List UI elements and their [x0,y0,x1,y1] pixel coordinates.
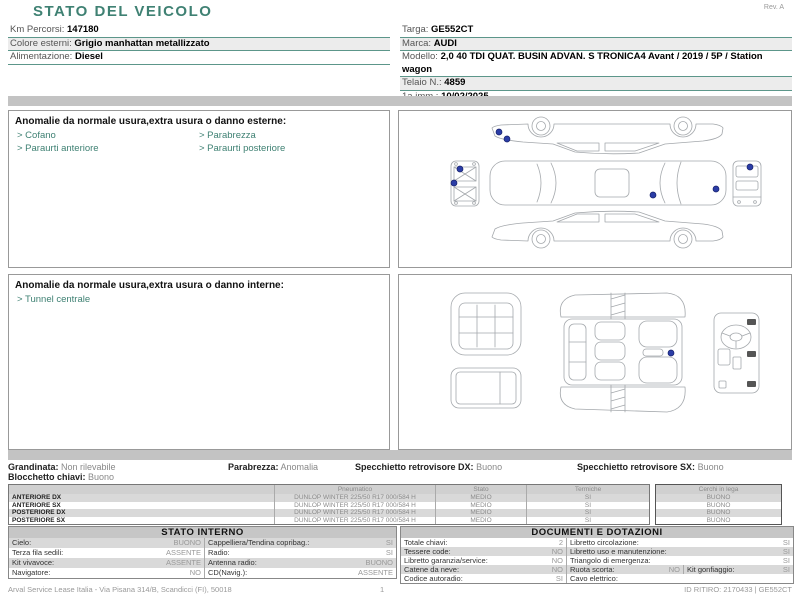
field-value: NO [668,565,680,574]
field-value: SI [782,565,790,574]
tyre-table [8,484,650,525]
info-value: 2,0 40 TDI QUAT. BUSIN ADVAN. S TRONICA4 Avant / 2019 / 5P / Station wagon [402,51,763,75]
interior-anomalies-list [9,293,389,306]
info-row-modello [400,51,792,77]
cerchi-value: BUONO [706,516,731,524]
field-label: Cielo: [12,538,32,547]
damage-dot [650,192,656,198]
tyre-row [9,494,649,502]
stato-interno-row [9,558,396,568]
tyre-row [9,502,649,510]
summary-label: Specchietto retrovisore DX: [355,462,474,472]
exterior-anomalies-panel [8,110,390,268]
vehicle-info-left [8,24,390,65]
field-value: 2 [558,538,563,547]
stato-interno-row [9,568,396,578]
info-label: Marca: [402,37,432,49]
footer-page-number: 1 [380,585,385,594]
field-label: CD(Navig.): [208,568,248,577]
damage-dot [451,180,457,186]
revision-label: Rev. A [763,4,784,11]
exterior-anomalies-list [9,129,389,155]
info-label: Colore esterni: [10,37,72,49]
field-label: Kit gonfiaggio: [687,565,735,574]
documenti-row [401,547,793,556]
page-title: STATO DEL VEICOLO [33,3,213,20]
anomaly-item: > Tunnel centrale [17,294,91,305]
field-label: Codice autoradio: [404,574,463,583]
damage-dot [713,186,719,192]
section-divider-bar [8,450,792,460]
field-value [786,574,790,583]
summary-label: Grandinata: [8,462,59,472]
field-value: SI [782,538,790,547]
cerchi-row [656,494,781,502]
info-label: Telaio N.: [402,77,442,88]
stato-interno-section [8,526,397,579]
tyre-description: DUNLOP WINTER 225/50 R17 000/584 H [275,494,436,502]
tyre-header-pneumatico: Pneumatico [275,485,436,494]
documenti-row [401,574,793,583]
tyre-description: DUNLOP WINTER 225/50 R17 000/584 H [275,517,436,525]
tyre-table-header [9,485,649,494]
field-value: SI [782,556,790,565]
field-value: NO [551,565,563,574]
summary-value: Buono [88,472,115,482]
summary-value: Non rilevabile [61,462,116,472]
field-label: Catene da neve: [404,565,460,574]
car-exterior-views-icon [399,111,789,265]
anomaly-item: > Paraurti posteriore [199,143,286,154]
stato-interno-row [9,548,396,558]
tyre-row [9,509,649,517]
cerchi-row [656,517,781,525]
tyre-termiche: SI [584,516,592,524]
anomaly-item: > Parabrezza [199,130,256,141]
footer-pickup-id: ID RITIRO: 2170433 | GE552CT [684,585,792,594]
info-value: AUDI [433,37,457,49]
info-value: GE552CT [431,24,474,35]
field-label: Totale chiavi: [404,538,448,547]
stato-interno-title: STATO INTERNO [9,527,396,538]
field-value: SI [555,574,563,583]
summary-grandinata [8,462,116,472]
field-value: BUONO [365,558,393,567]
summary-value: Buono [697,462,724,472]
tyre-stato: MEDIO [436,517,527,525]
summary-label: Parabrezza: [228,462,279,472]
info-label: Km Percorsi: [10,24,65,35]
documenti-row [401,556,793,565]
cerchi-row [656,502,781,510]
info-label: Modello: [402,51,438,62]
field-value: NO [189,568,201,577]
field-label: Radio: [208,548,230,557]
damage-dot [668,350,674,356]
field-label: Tessere code: [404,547,451,556]
info-value: 4859 [444,77,466,88]
damage-dot [504,136,510,142]
info-row-km [8,24,390,38]
tyre-position: ANTERIORE SX [9,502,275,510]
anomaly-item: > Paraurti anteriore [17,143,99,154]
field-value: SI [782,547,790,556]
tyre-description: DUNLOP WINTER 225/50 R17 000/584 H [275,509,436,517]
alloy-wheels-table [655,484,782,525]
cerchi-value: BUONO [706,494,731,501]
summary-blocchetto-chiavi [8,472,114,482]
info-value: Grigio manhattan metallizzato [74,37,210,49]
field-value: ASSENTE [165,558,201,567]
tyre-position: POSTERIORE SX [9,517,275,525]
tyre-stato: MEDIO [436,494,527,502]
vehicle-info-right [400,24,792,104]
field-label: Cavo elettrico: [570,574,618,583]
cerchi-row [656,509,781,517]
field-label: Ruota scorta: [570,565,615,574]
summary-label: Blocchetto chiavi: [8,472,86,482]
tyre-termiche: SI [584,501,592,509]
info-value: 147180 [67,24,99,35]
info-label: Targa: [402,24,429,35]
info-label: Alimentazione: [10,51,73,62]
info-value: Diesel [74,51,103,62]
tyre-header-stato: Stato [436,485,527,494]
footer-company: Arval Service Lease Italia - Via Pisana 314/B, Scandicci (FI), 50018 [8,585,232,594]
tyre-termiche: SI [584,509,592,516]
exterior-anomalies-heading: Anomalie da normale usura,extra usura o danno esterne: [15,116,287,127]
info-row-telaio [400,77,792,91]
interior-damage-diagram [398,274,792,450]
cerchi-value: BUONO [706,501,731,509]
info-row-colore [8,38,390,52]
stato-interno-row [9,538,396,548]
tyre-position: ANTERIORE DX [9,494,275,502]
cerchi-value: BUONO [706,509,731,516]
field-label: Triangolo di emergenza: [570,556,651,565]
field-label: Navigatore: [12,568,51,577]
field-label: Libretto garanzia/service: [404,556,488,565]
info-row-targa [400,24,792,38]
documenti-dotazioni-section [400,526,794,584]
car-interior-views-icon [399,275,789,447]
interior-anomalies-panel [8,274,390,450]
damage-dot [496,129,502,135]
field-value: BUONO [173,538,201,547]
tyre-position: POSTERIORE DX [9,509,275,517]
documenti-row [401,565,793,574]
documenti-row [401,538,793,547]
summary-specchietto-sx [577,462,724,472]
tyre-description: DUNLOP WINTER 225/50 R17 000/584 H [275,502,436,510]
tyre-termiche: SI [584,494,592,501]
section-divider-bar [8,96,792,106]
summary-value: Anomalia [280,462,319,472]
damage-dot [747,164,753,170]
interior-anomalies-heading: Anomalie da normale usura,extra usura o danno interne: [15,280,284,291]
documenti-title: DOCUMENTI E DOTAZIONI [401,527,793,538]
summary-parabrezza [228,462,318,472]
field-value: NO [551,547,563,556]
field-label: Terza fila sedili: [12,548,64,557]
info-row-alimentazione [8,51,390,65]
exterior-damage-diagram [398,110,792,268]
field-label: Cappelliera/Tendina copribag.: [208,538,310,547]
summary-label: Specchietto retrovisore SX: [577,462,696,472]
field-label: Libretto uso e manutenzione: [570,547,667,556]
summary-specchietto-dx [355,462,502,472]
tyre-stato: MEDIO [436,509,527,517]
field-value: ASSENTE [357,568,393,577]
field-value: NO [551,556,563,565]
damage-dot [457,166,463,172]
tyre-stato: MEDIO [436,502,527,510]
cerchi-header: Cerchi in lega [698,486,739,493]
field-value: SI [385,548,393,557]
field-value: SI [385,538,393,547]
field-label: Libretto circolazione: [570,538,639,547]
tyre-header-position [9,485,275,494]
field-label: Kit vivavoce: [12,558,55,567]
field-value: ASSENTE [165,548,201,557]
anomaly-item: > Cofano [17,130,56,141]
summary-value: Buono [476,462,503,472]
info-row-marca [400,38,792,52]
tyre-header-termiche: Termiche [574,486,602,493]
field-label: Antenna radio: [208,558,257,567]
tyre-row [9,517,649,525]
